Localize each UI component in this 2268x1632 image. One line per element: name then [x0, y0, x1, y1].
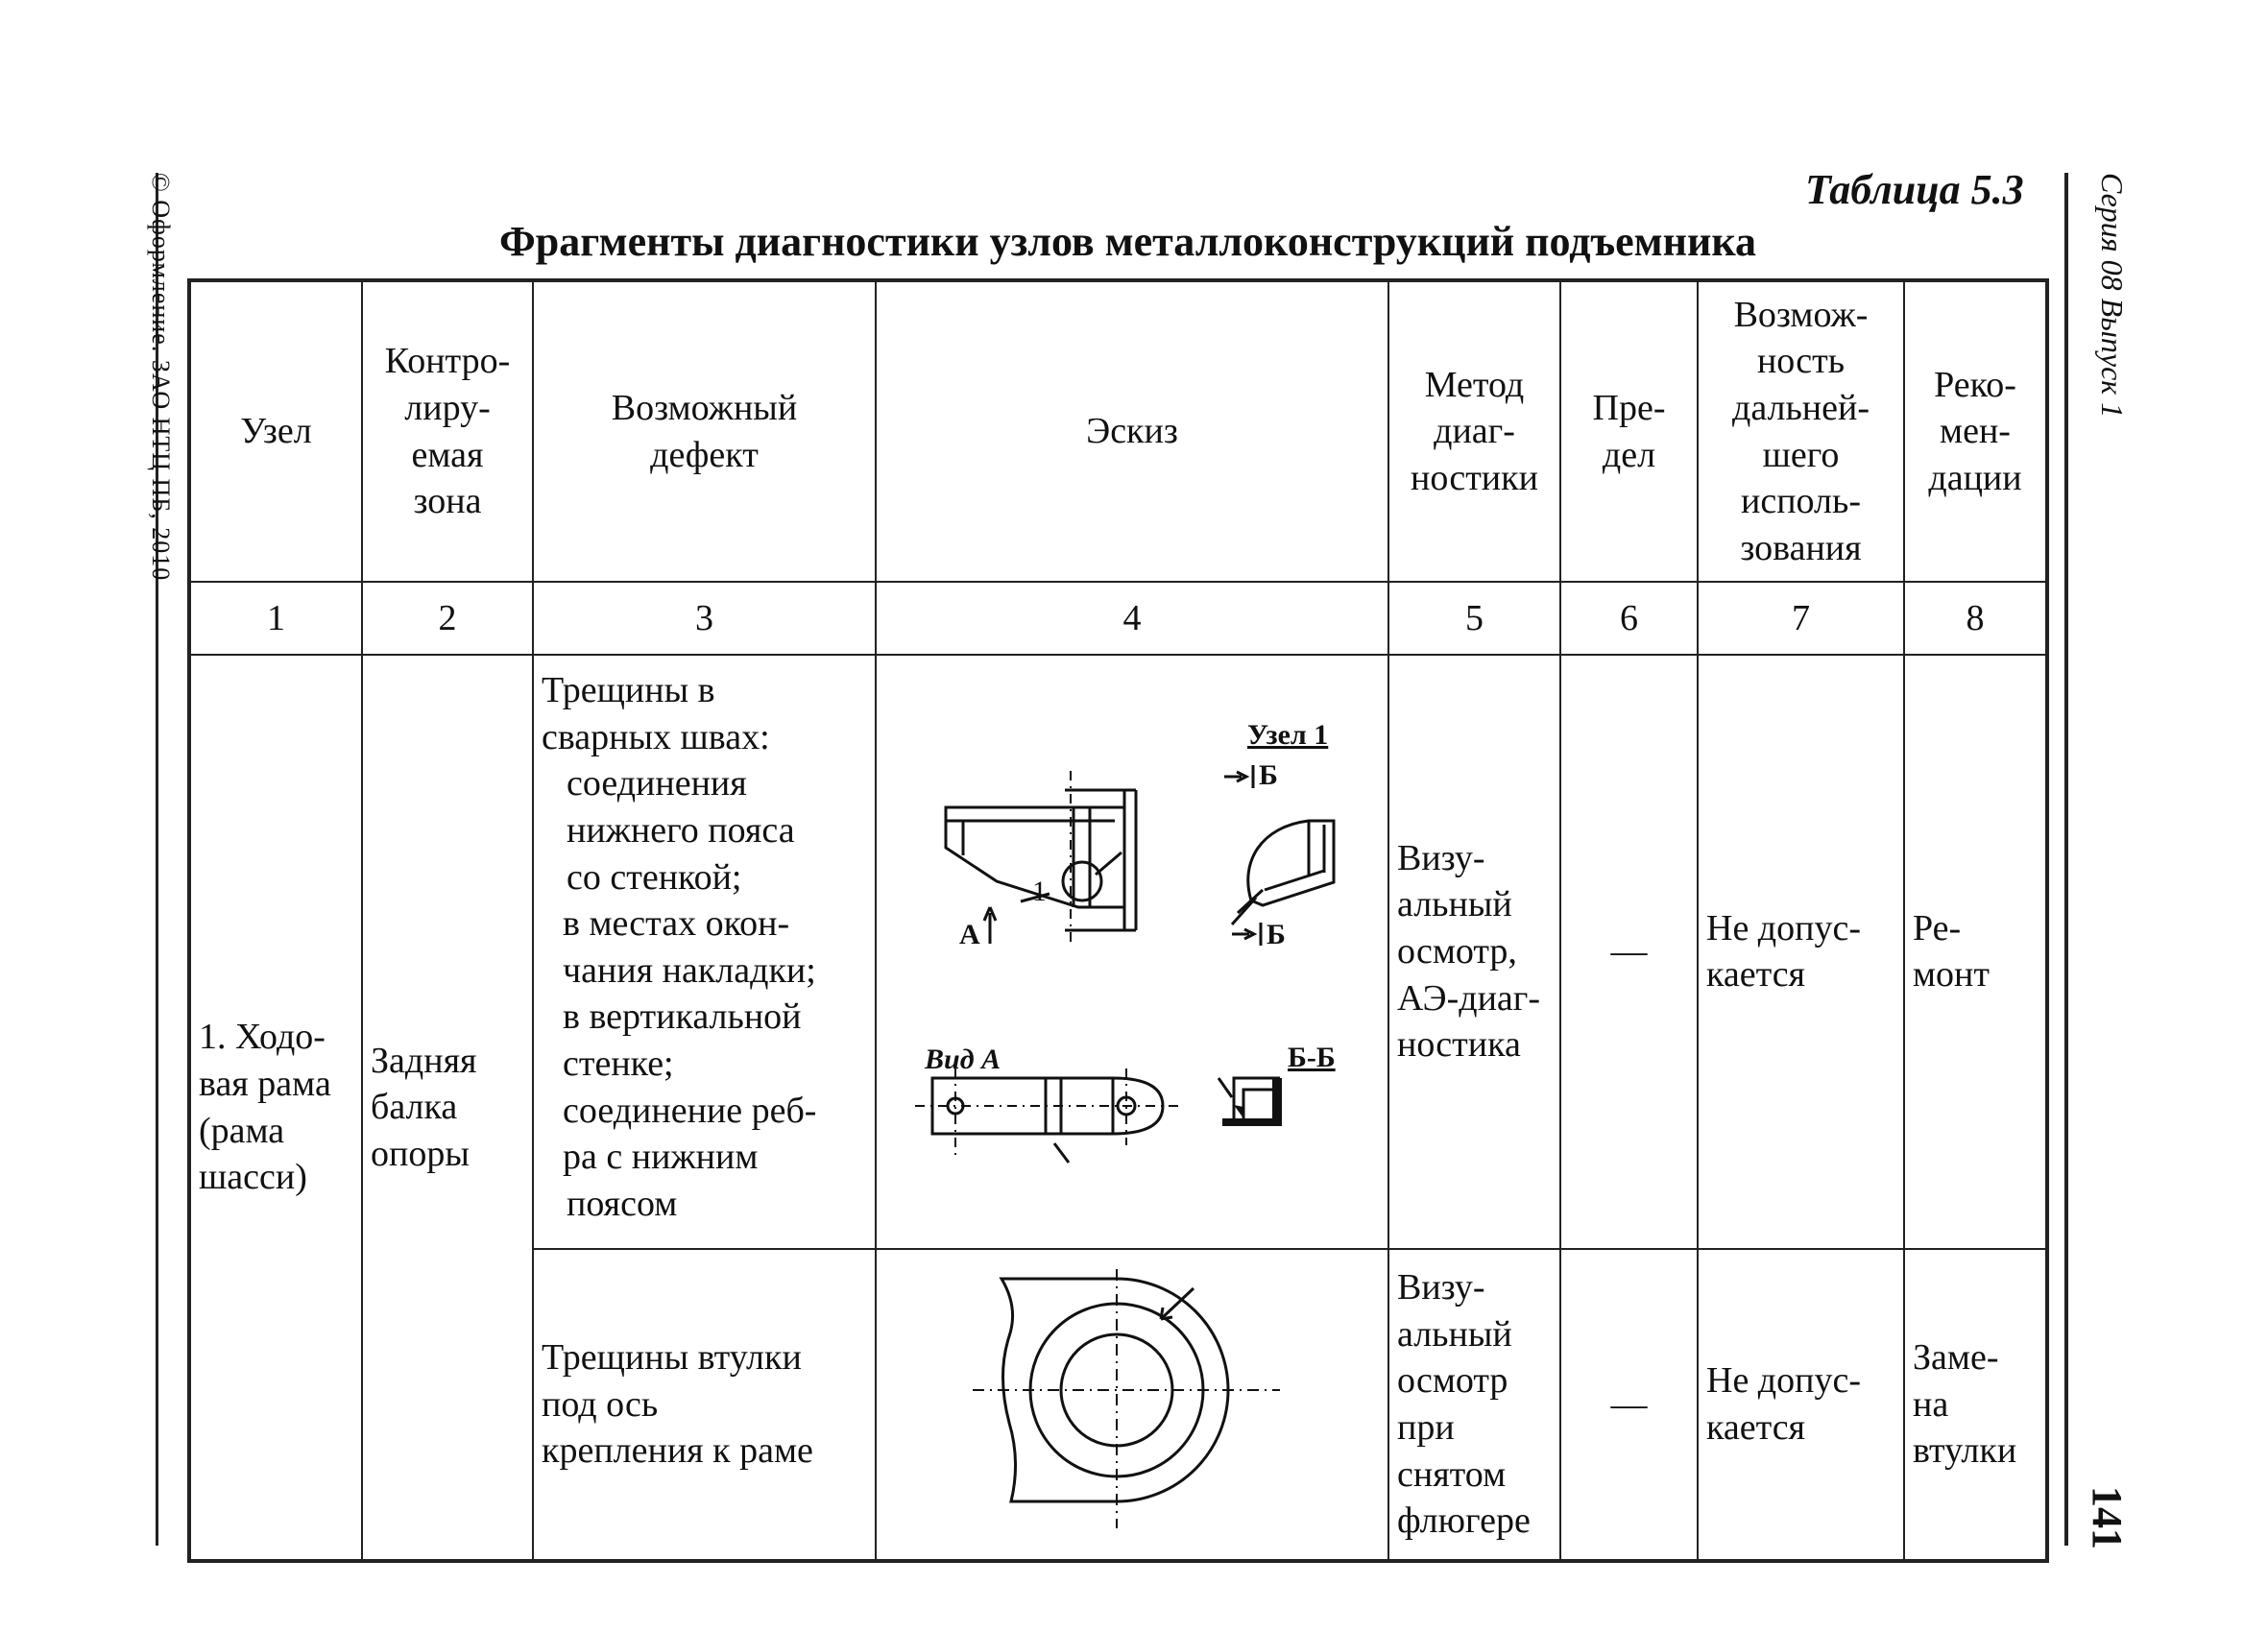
limit-cell: —: [1560, 1249, 1698, 1562]
sketch-label-b-bottom: Б: [1267, 919, 1286, 950]
column-number: 2: [362, 582, 533, 655]
hatch-base: [1222, 1118, 1282, 1126]
usage-cell: Не допус- кается: [1698, 1249, 1904, 1562]
table-title: Фрагменты диагностики узлов металлоконструкций подъемника: [499, 218, 1757, 265]
right-margin-rule: [2064, 173, 2068, 1546]
header-defect: Возможный дефект: [533, 280, 876, 582]
header-method: Метод диаг- ностики: [1388, 280, 1560, 582]
node-cell: 1. Ходо- вая рама (рама шасси): [189, 655, 362, 1561]
method-cell: Визу- альный осмотр, АЭ-диаг- ностика: [1388, 655, 1560, 1249]
zone-cell: Задняя балка опоры: [362, 655, 533, 1561]
hatch-wall: [1272, 1078, 1282, 1118]
limit-cell: —: [1560, 655, 1698, 1249]
bushing-sketch: [877, 1250, 1389, 1548]
column-number: 3: [533, 582, 876, 655]
column-number-row: [189, 582, 2047, 655]
header-node: Узел: [189, 280, 362, 582]
defect-cell: Трещины втулки под ось крепления к раме: [533, 1249, 876, 1562]
column-number: 8: [1904, 582, 2047, 655]
usage-cell: Не допус- кается: [1698, 655, 1904, 1249]
sketch-label-one: 1: [1032, 876, 1047, 907]
page-number: 141: [2084, 1486, 2131, 1549]
copyright-caption: © Оформление. ЗАО НТЦ ПБ, 2010: [147, 173, 175, 582]
column-number: 1: [189, 582, 362, 655]
table-row: [189, 655, 2047, 1249]
header-zone: Контро- лиру- емая зона: [362, 280, 533, 582]
diagnostics-table: [187, 278, 2049, 1563]
sketch-label-a: А: [959, 919, 980, 950]
recommend-cell: Ре- монт: [1904, 655, 2047, 1249]
column-number: 4: [876, 582, 1388, 655]
header-sketch: Эскиз: [876, 280, 1388, 582]
method-cell: Визу- альный осмотр при снятом флюгере: [1388, 1249, 1560, 1562]
recommend-cell: Заме- на втулки: [1904, 1249, 2047, 1562]
sketch-label-section: Б-Б: [1288, 1042, 1336, 1073]
header-recommend: Реко- мен- дации: [1904, 280, 2047, 582]
column-number: 5: [1388, 582, 1560, 655]
series-caption: Серия 08 Выпуск 1: [2095, 173, 2130, 419]
sketch-cell: [876, 1249, 1388, 1562]
sketch-label-node: Узел 1: [1247, 719, 1329, 751]
header-usage: Возмож- ность дальней- шего исполь- зования: [1698, 280, 1904, 582]
defect-cell: Трещины в сварных швах: соединения нижнего пояса со стенкой; в местах окон- чания накладки; в вертикальной стенке; соединение реб- ра с нижним поясом: [533, 655, 876, 1249]
table-label: Таблица 5.3: [1805, 166, 2024, 213]
sketch-label-view-a: Вид А: [925, 1044, 1001, 1075]
header-row: [189, 280, 2047, 582]
sketch-cell: [876, 655, 1388, 1249]
column-number: 7: [1698, 582, 1904, 655]
header-limit: Пре- дел: [1560, 280, 1698, 582]
weld-sketch: [877, 656, 1389, 1236]
column-number: 6: [1560, 582, 1698, 655]
sketch-label-b-top: Б: [1259, 759, 1278, 791]
